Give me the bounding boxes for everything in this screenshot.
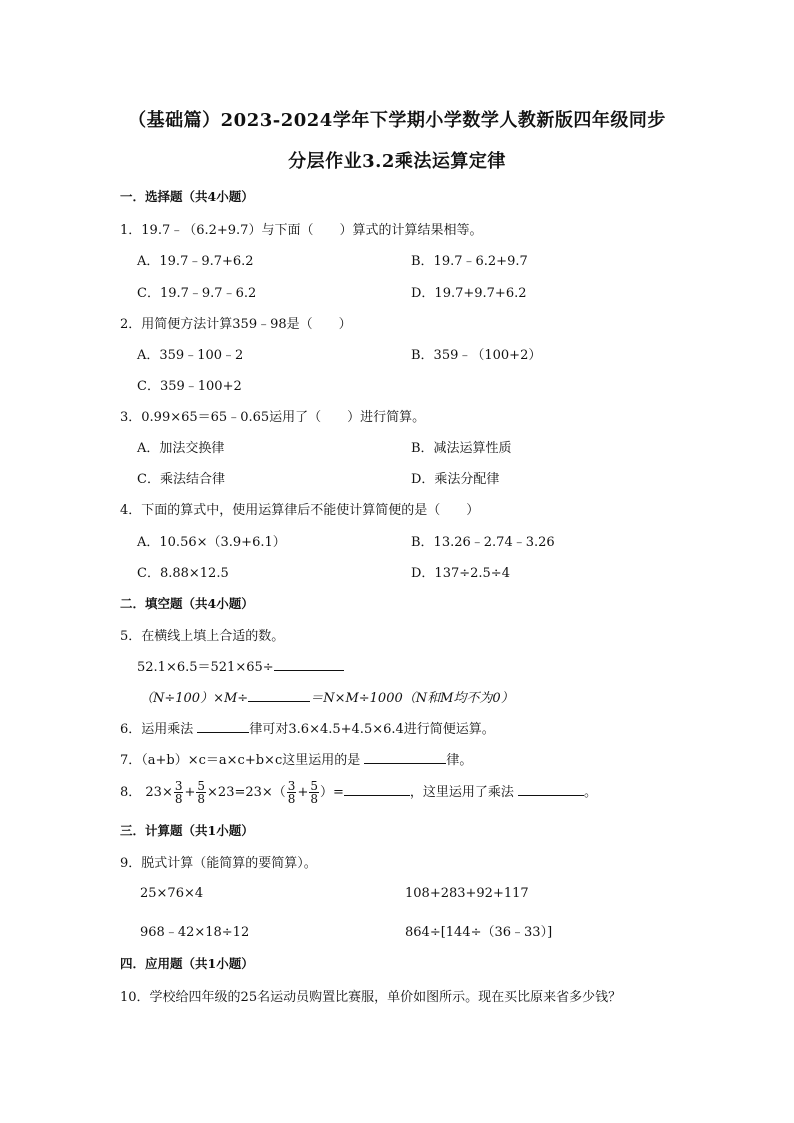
question-8 [120, 778, 597, 808]
question-3-option-a: A．加法交换律 [137, 441, 225, 456]
question-5-line-2-text-a: （N÷100）×M÷ [140, 691, 249, 706]
fraction-3-8: $\frac{3}{8}$ [287, 779, 296, 806]
question-4-option-b: B．13.26﹣2.74﹣3.26 [411, 535, 555, 550]
question-5-line-1-text: 52.1×6.5＝521×65÷ [137, 660, 274, 675]
question-8-text-c: ）= [319, 785, 344, 800]
question-6 [120, 718, 495, 737]
question-4-option-c: C．8.88×12.5 [137, 566, 229, 581]
question-6-text-a: 6．运用乘法 [120, 722, 198, 737]
question-8-text-e: 。 [584, 785, 598, 800]
question-9-stem: 9．脱式计算（能简算的要简算）。 [120, 856, 317, 871]
question-1-option-c: C．19.7﹣9.7﹣6.2 [137, 286, 257, 301]
question-8-text-d: ，这里运用了乘法 [409, 785, 519, 800]
question-5-line-2 [140, 687, 514, 706]
question-5-line-2-text-b: ＝N×M÷1000（N和M均不为0） [310, 691, 514, 706]
question-3-option-b: B．减法运算性质 [411, 441, 512, 456]
question-5-line-1 [137, 656, 344, 675]
question-3-option-c: C．乘法结合律 [137, 472, 225, 487]
question-6-text-b: 律可对3.6×4.5+4.5×6.4进行简便运算。 [249, 722, 495, 737]
section-heading-choice: 一．选择题（共4小题） [120, 189, 254, 204]
question-1-stem: 1．19.7﹣（6.2+9.7）与下面（ ）算式的计算结果相等。 [120, 223, 483, 238]
expression-2: 108+283+92+117 [405, 886, 529, 901]
section-heading-fill: 二．填空题（共4小题） [120, 596, 254, 611]
question-3-option-d: D．乘法分配律 [411, 472, 500, 487]
expression-1: 25×76×4 [140, 886, 204, 901]
plus-sign: + [184, 785, 196, 800]
question-4-option-d: D．137÷2.5÷4 [411, 566, 510, 581]
question-2-option-b: B．359﹣（100+2） [411, 348, 542, 363]
question-7-text-a: 7．（a+b）×c＝a×c+b×c这里运用的是 [120, 753, 365, 768]
question-4-stem: 4．下面的算式中，使用运算律后不能使计算简便的是（ ） [120, 503, 480, 518]
title-line-1: （基础篇）2023-2024学年下学期小学数学人教新版四年级同步 [128, 110, 666, 131]
section-heading-application: 四．应用题（共1小题） [120, 956, 254, 971]
title-line-2: 分层作业3.2乘法运算定律 [288, 151, 506, 172]
question-1-option-a: A．19.7﹣9.7+6.2 [137, 254, 254, 269]
question-3-stem: 3．0.99×65＝65﹣0.65运用了（ ）进行简算。 [120, 410, 426, 425]
question-1-option-b: B．19.7﹣6.2+9.7 [411, 254, 528, 269]
expression-3: 968﹣42×18÷12 [140, 925, 250, 940]
question-1-option-d: D．19.7+9.7+6.2 [411, 286, 527, 301]
question-2-option-c: C．359﹣100+2 [137, 379, 242, 394]
question-2-option-a: A．359﹣100﹣2 [137, 348, 244, 363]
question-7-text-b: 律。 [446, 753, 473, 768]
answer-blank[interactable] [518, 782, 584, 796]
question-7 [120, 749, 472, 768]
question-5-stem: 5．在横线上填上合适的数。 [120, 629, 285, 644]
answer-blank[interactable] [344, 782, 410, 796]
question-8-text-b: ×23=23×（ [207, 785, 286, 800]
question-10-stem: 10．学校给四年级的25名运动员购置比赛服，单价如图所示。现在买比原来省多少钱？ [120, 990, 622, 1005]
answer-blank[interactable] [197, 719, 249, 733]
fraction-3-8: $\frac{3}{8}$ [174, 779, 183, 806]
question-4-option-a: A．10.56×（3.9+6.1） [137, 535, 286, 550]
answer-blank[interactable] [248, 688, 310, 702]
question-8-text-a: 8． 23× [120, 785, 173, 800]
expression-4: 864÷[144÷（36﹣33）] [405, 925, 553, 940]
section-heading-calc: 三．计算题（共1小题） [120, 823, 254, 838]
plus-sign: + [297, 785, 309, 800]
question-2-stem: 2．用简便方法计算359﹣98是（ ） [120, 317, 352, 332]
fraction-5-8: $\frac{5}{8}$ [310, 779, 318, 806]
answer-blank[interactable] [364, 750, 446, 764]
fraction-5-8: $\frac{5}{8}$ [197, 779, 206, 806]
answer-blank[interactable] [274, 657, 344, 671]
